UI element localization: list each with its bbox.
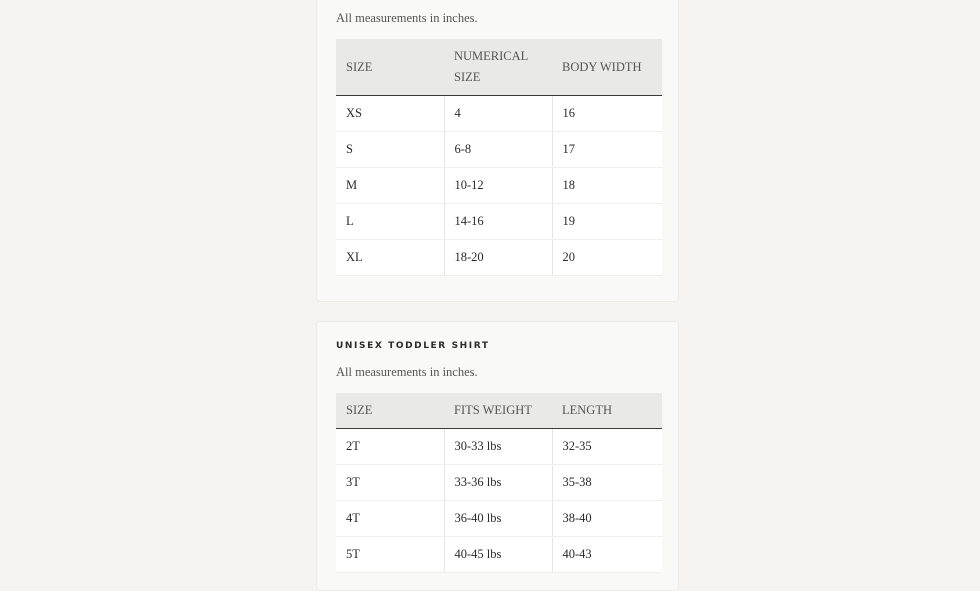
table-cell: 38-40 bbox=[552, 501, 662, 537]
table-cell: XS bbox=[336, 96, 444, 132]
table-cell: 4 bbox=[444, 96, 552, 132]
toddler-size-card bbox=[316, 321, 679, 591]
table-row bbox=[336, 96, 662, 132]
table-cell: M bbox=[336, 168, 444, 204]
table-cell: 30-33 lbs bbox=[444, 429, 552, 465]
youth-size-table bbox=[336, 39, 662, 276]
table-cell: 6-8 bbox=[444, 132, 552, 168]
column-header-size: SIZE bbox=[336, 39, 444, 96]
table-cell: 40-43 bbox=[552, 537, 662, 573]
table-header-row bbox=[336, 393, 662, 429]
table-row bbox=[336, 501, 662, 537]
table-row bbox=[336, 537, 662, 573]
table-cell: 35-38 bbox=[552, 465, 662, 501]
table-cell: XL bbox=[336, 240, 444, 276]
table-cell: 18-20 bbox=[444, 240, 552, 276]
table-cell: 32-35 bbox=[552, 429, 662, 465]
table-cell: 18 bbox=[552, 168, 662, 204]
column-header-body-width: BODY WIDTH bbox=[552, 39, 662, 96]
table-cell: 4T bbox=[336, 501, 444, 537]
table-header-row bbox=[336, 39, 662, 96]
table-row bbox=[336, 240, 662, 276]
table-cell: 5T bbox=[336, 537, 444, 573]
table-cell: 3T bbox=[336, 465, 444, 501]
table-cell: L bbox=[336, 204, 444, 240]
table-row bbox=[336, 132, 662, 168]
column-header-length: LENGTH bbox=[552, 393, 662, 429]
youth-size-card bbox=[316, 0, 679, 302]
table-cell: 10-12 bbox=[444, 168, 552, 204]
table-cell: 20 bbox=[552, 240, 662, 276]
table-cell: S bbox=[336, 132, 444, 168]
table-row bbox=[336, 168, 662, 204]
measurement-note: All measurements in inches. bbox=[336, 11, 478, 25]
table-cell: 16 bbox=[552, 96, 662, 132]
table-row bbox=[336, 429, 662, 465]
column-header-size: SIZE bbox=[336, 393, 444, 429]
column-header-fits-weight: FITS WEIGHT bbox=[444, 393, 552, 429]
table-cell: 33-36 lbs bbox=[444, 465, 552, 501]
table-cell: 14-16 bbox=[444, 204, 552, 240]
table-row bbox=[336, 465, 662, 501]
column-header-numerical-size: NUMERICAL SIZE bbox=[444, 39, 552, 96]
table-cell: 36-40 lbs bbox=[444, 501, 552, 537]
measurement-note: All measurements in inches. bbox=[336, 365, 478, 379]
section-title: UNISEX TODDLER SHIRT bbox=[336, 341, 490, 351]
table-cell: 40-45 lbs bbox=[444, 537, 552, 573]
table-row bbox=[336, 204, 662, 240]
table-cell: 2T bbox=[336, 429, 444, 465]
toddler-size-table bbox=[336, 393, 662, 573]
table-cell: 19 bbox=[552, 204, 662, 240]
table-cell: 17 bbox=[552, 132, 662, 168]
